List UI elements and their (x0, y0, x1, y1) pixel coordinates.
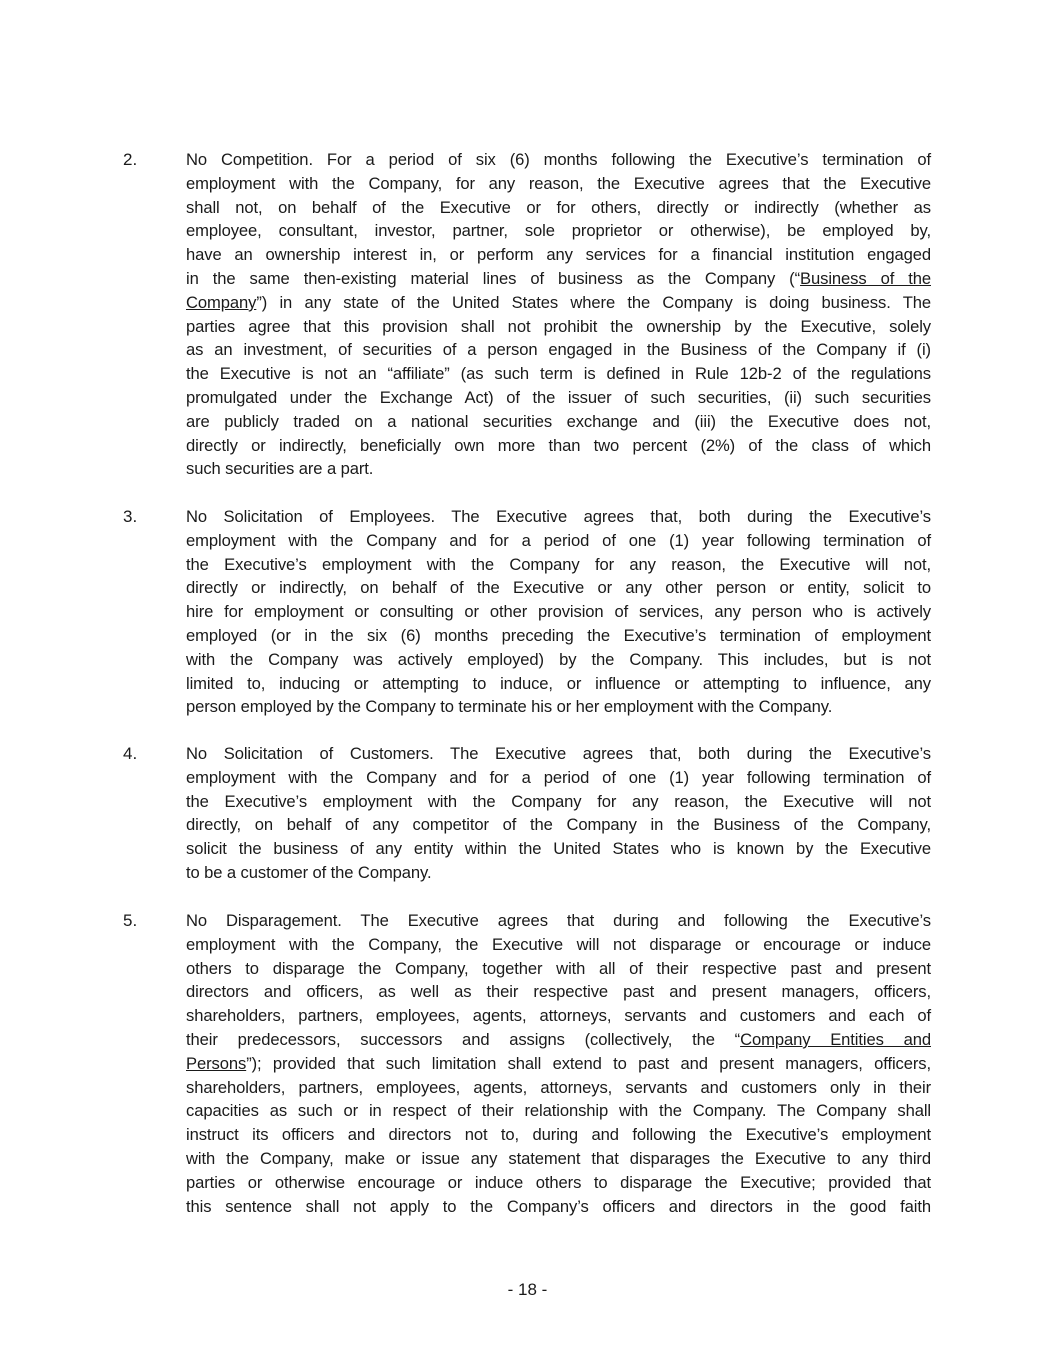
section-number: 2. (123, 150, 138, 169)
text-line: employee, consultant, investor, partner, sole proprietor or otherwise), be employed by, (186, 221, 931, 241)
text-line: the Executive’s employment with the Company for any reason, the Executive will not (186, 791, 931, 811)
defined-term: Business of the (800, 268, 931, 288)
text-line: directly or indirectly, beneficially own more than two percent (2%) of the class of which (186, 435, 931, 455)
text-line: such securities are a part. (186, 459, 374, 479)
text-segment: their predecessors, successors and assigns (collectively, the “ (186, 1029, 741, 1049)
section-number: 5. (123, 911, 138, 930)
text-line (186, 291, 931, 315)
text-line: are publicly traded on a national securities exchange and (iii) the Executive does not, (186, 411, 931, 431)
text-line: to be a customer of the Company. (186, 862, 432, 882)
text-line (186, 1052, 931, 1076)
section-number: 3. (123, 507, 138, 526)
text-segment: in the same then-existing material lines of business as the Company (“ (186, 268, 801, 288)
text-line: parties agree that this provision shall not prohibit the ownership by the Executive, solely (186, 316, 931, 336)
text-line: the Executive is not an “affiliate” (as such term is defined in Rule 12b-2 of the regulations (186, 364, 931, 384)
text-line: person employed by the Company to terminate his or her employment with the Company. (186, 697, 833, 717)
text-line: No Solicitation of Customers. The Executive agrees that, both during the Executive’s (186, 744, 931, 763)
text-line: shall not, on behalf of the Executive or for others, directly or indirectly (whether as (186, 197, 931, 217)
text-line: the Executive’s employment with the Company for any reason, the Executive will not, (186, 554, 931, 574)
section-body (186, 148, 931, 481)
text-line: employment with the Company and for a period of one (1) year following termination of (186, 767, 931, 787)
text-line (186, 1028, 931, 1052)
section-body (186, 909, 931, 1218)
text-line: employed (or in the six (6) months preceding the Executive’s termination of employment (186, 625, 931, 645)
text-segment: ”); provided that such limitation shall extend to past and present managers, officers, (246, 1053, 931, 1073)
text-line: No Competition. For a period of six (6) months following the Executive’s termination of (186, 150, 931, 169)
page-number: - 18 - (507, 1280, 548, 1299)
section-number: 4. (123, 744, 138, 763)
text-line: No Solicitation of Employees. The Executive agrees that, both during the Executive’s (186, 507, 931, 526)
defined-term: Company Entities and (740, 1029, 931, 1049)
text-line: have an ownership interest in, or perform any services for a financial institution engaged (186, 245, 931, 265)
section-body (186, 505, 931, 719)
text-line: No Disparagement. The Executive agrees that during and following the Executive’s (186, 911, 931, 930)
text-line: directors and officers, as well as their respective past and present managers, officers, (186, 982, 931, 1002)
text-line: employment with the Company, the Executive will not disparage or encourage or induce (186, 934, 931, 954)
defined-term: Persons (186, 1053, 247, 1073)
text-line: with the Company, make or issue any statement that disparages the Executive to any third (186, 1148, 931, 1168)
text-line: capacities as such or in respect of their relationship with the Company. The Company shall (186, 1101, 931, 1121)
text-line: promulgated under the Exchange Act) of the issuer of such securities, (ii) such securities (186, 387, 931, 407)
text-line: directly, on behalf of any competitor of the Company in the Business of the Company, (186, 815, 931, 835)
section-body (186, 742, 931, 885)
text-line: employment with the Company and for a period of one (1) year following termination of (186, 530, 931, 550)
text-segment: ”) in any state of the United States where the Company is doing business. The (256, 292, 931, 312)
text-line: with the Company was actively employed) by the Company. This includes, but is not (186, 649, 931, 669)
text-line: others to disparage the Company, together with all of their respective past and present (186, 958, 931, 978)
text-line (186, 267, 931, 291)
text-line: solicit the business of any entity within the United States who is known by the Executive (186, 839, 931, 859)
text-line: hire for employment or consulting or other provision of services, any person who is actively (186, 602, 931, 622)
text-line: as an investment, of securities of a person engaged in the Business of the Company if (i) (186, 340, 931, 360)
text-line: shareholders, partners, employees, agents, attorneys, servants and customers and each of (186, 1006, 931, 1026)
defined-term: Company (186, 292, 257, 312)
text-line: limited to, inducing or attempting to induce, or influence or attempting to influence, any (186, 673, 931, 693)
text-line: parties or otherwise encourage or induce others to disparage the Executive; provided that (186, 1172, 931, 1192)
text-line: shareholders, partners, employees, agents, attorneys, servants and customers only in their (186, 1077, 931, 1097)
text-line: employment with the Company, for any reason, the Executive agrees that the Executive (186, 173, 931, 193)
text-line: this sentence shall not apply to the Company’s officers and directors in the good faith (186, 1196, 931, 1216)
text-line: instruct its officers and directors not to, during and following the Executive’s employment (186, 1125, 931, 1145)
text-line: directly or indirectly, on behalf of the Executive or any other person or entity, solicit to (186, 578, 931, 598)
